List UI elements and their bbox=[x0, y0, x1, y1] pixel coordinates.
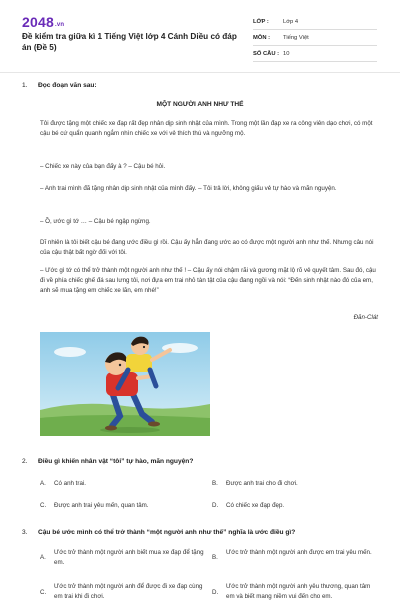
option-text: Ước trở thành một người anh được em trai yêu mến. bbox=[226, 549, 372, 556]
story-paragraph: Dĩ nhiên là tôi biết cậu bé đang ước điều gì rồi. Cậu ấy hẳn đang ước ao có được một người anh như thế. Nhưng câu nói của cậu thật bất ngờ đối với tôi. bbox=[40, 239, 374, 257]
story-paragraph: – Ồ, ước gì tớ … – Cậu bé ngập ngừng. bbox=[40, 218, 151, 225]
story-paragraph: – Chiếc xe này của bạn đấy à ? – Cậu bé hỏi. bbox=[40, 163, 166, 170]
logo-suffix: .vn bbox=[54, 22, 65, 28]
story-author: Đăn-Clát bbox=[353, 314, 378, 321]
question-1-heading bbox=[22, 82, 97, 89]
question-number: 1. bbox=[22, 82, 28, 89]
document-title: Đề kiểm tra giữa kì 1 Tiếng Việt lớp 4 Cánh Diều có đáp án (Đề 5) bbox=[22, 32, 237, 52]
story-paragraph: – Anh trai mình đã tặng nhân dịp sinh nhật của mình đấy. – Tôi trả lời, không giấu vẻ tự hào và mãn nguyện. bbox=[40, 185, 337, 192]
story-illustration bbox=[40, 332, 210, 436]
subject-value: Tiếng Việt bbox=[283, 34, 309, 41]
option-text: Có anh trai. bbox=[54, 480, 86, 487]
answer-option-a[interactable] bbox=[40, 548, 205, 568]
meta-row-grade bbox=[253, 14, 377, 30]
meta-row-subject bbox=[253, 30, 377, 46]
subject-label: MÔN : bbox=[253, 34, 271, 41]
option-letter: A. bbox=[40, 554, 46, 561]
option-text: Ước trở thành một người anh yêu thương, quan tâm em và biết mang niềm vui đến cho em. bbox=[226, 583, 371, 600]
option-letter: D. bbox=[212, 502, 219, 509]
option-text: Có chiếc xe đạp đẹp. bbox=[226, 502, 285, 509]
question-number: 3. bbox=[22, 529, 28, 536]
question-number: 2. bbox=[22, 458, 28, 465]
option-letter: D. bbox=[212, 589, 219, 596]
page-header bbox=[0, 0, 400, 73]
question-prompt: Điều gì khiến nhân vật “tôi” tự hào, mãn nguyện? bbox=[38, 458, 194, 465]
question-3-heading bbox=[22, 529, 295, 536]
story-title: MỘT NGƯỜI ANH NHƯ THẾ bbox=[156, 101, 244, 108]
question-count-value: 10 bbox=[283, 50, 290, 57]
question-prompt: Cậu bé ước mình có thể trở thành “một người anh như thế” nghĩa là ước điều gì? bbox=[38, 529, 296, 536]
option-letter: B. bbox=[212, 554, 218, 561]
option-letter: B. bbox=[212, 480, 218, 487]
answer-option-c[interactable] bbox=[40, 582, 205, 600]
site-logo[interactable] bbox=[22, 14, 64, 30]
grade-value: Lớp 4 bbox=[283, 18, 299, 25]
exam-meta-table bbox=[253, 14, 377, 62]
story-paragraph: Tôi được tặng một chiếc xe đạp rất đẹp nhân dịp sinh nhật của mình. Trong một lần đạp xe ra công viên dạo chơi, có một cậu bé cứ quẩn quanh ngắm nhìn chiếc xe với vẻ thích thú và ngưỡng mộ. bbox=[40, 120, 373, 138]
answer-option-b[interactable] bbox=[212, 548, 377, 568]
option-text: Được anh trai cho đi chơi. bbox=[226, 480, 298, 487]
two-boys-illustration bbox=[40, 332, 210, 436]
question-count-label: SỐ CÂU : bbox=[253, 50, 280, 57]
option-letter: A. bbox=[40, 480, 46, 487]
logo-text: 2048 bbox=[22, 14, 54, 30]
meta-row-question-count bbox=[253, 46, 377, 62]
option-letter: C. bbox=[40, 589, 47, 596]
option-letter: C. bbox=[40, 502, 47, 509]
story-paragraph: – Ước gì tớ có thể trở thành một người anh như thế ! – Cậu ấy nói chậm rãi và gương mặt lộ rõ vẻ quyết tâm. Sau đó, cậu đi về phía chiếc ghế đá sau lưng tôi, nơi đựa em trai nhỏ tàn tật của cậu đang ngồi và nói: “Đến sinh nhật nào đó của em, anh sẽ mua tặng em chiếc xe lăn, em nhé!” bbox=[40, 267, 376, 295]
option-text: Được anh trai yêu mến, quan tâm. bbox=[54, 502, 149, 509]
option-text: Ước trở thành một người anh biết mua xe đạp để tặng em. bbox=[54, 549, 204, 566]
grade-label: LỚP : bbox=[253, 18, 269, 25]
question-2-heading bbox=[22, 458, 193, 465]
answer-option-d[interactable] bbox=[212, 582, 377, 600]
option-text: Ước trở thành một người anh để được đi xe đạp cùng em trai khi đi chơi. bbox=[54, 583, 203, 600]
question-prompt: Đọc đoạn văn sau: bbox=[38, 82, 97, 89]
